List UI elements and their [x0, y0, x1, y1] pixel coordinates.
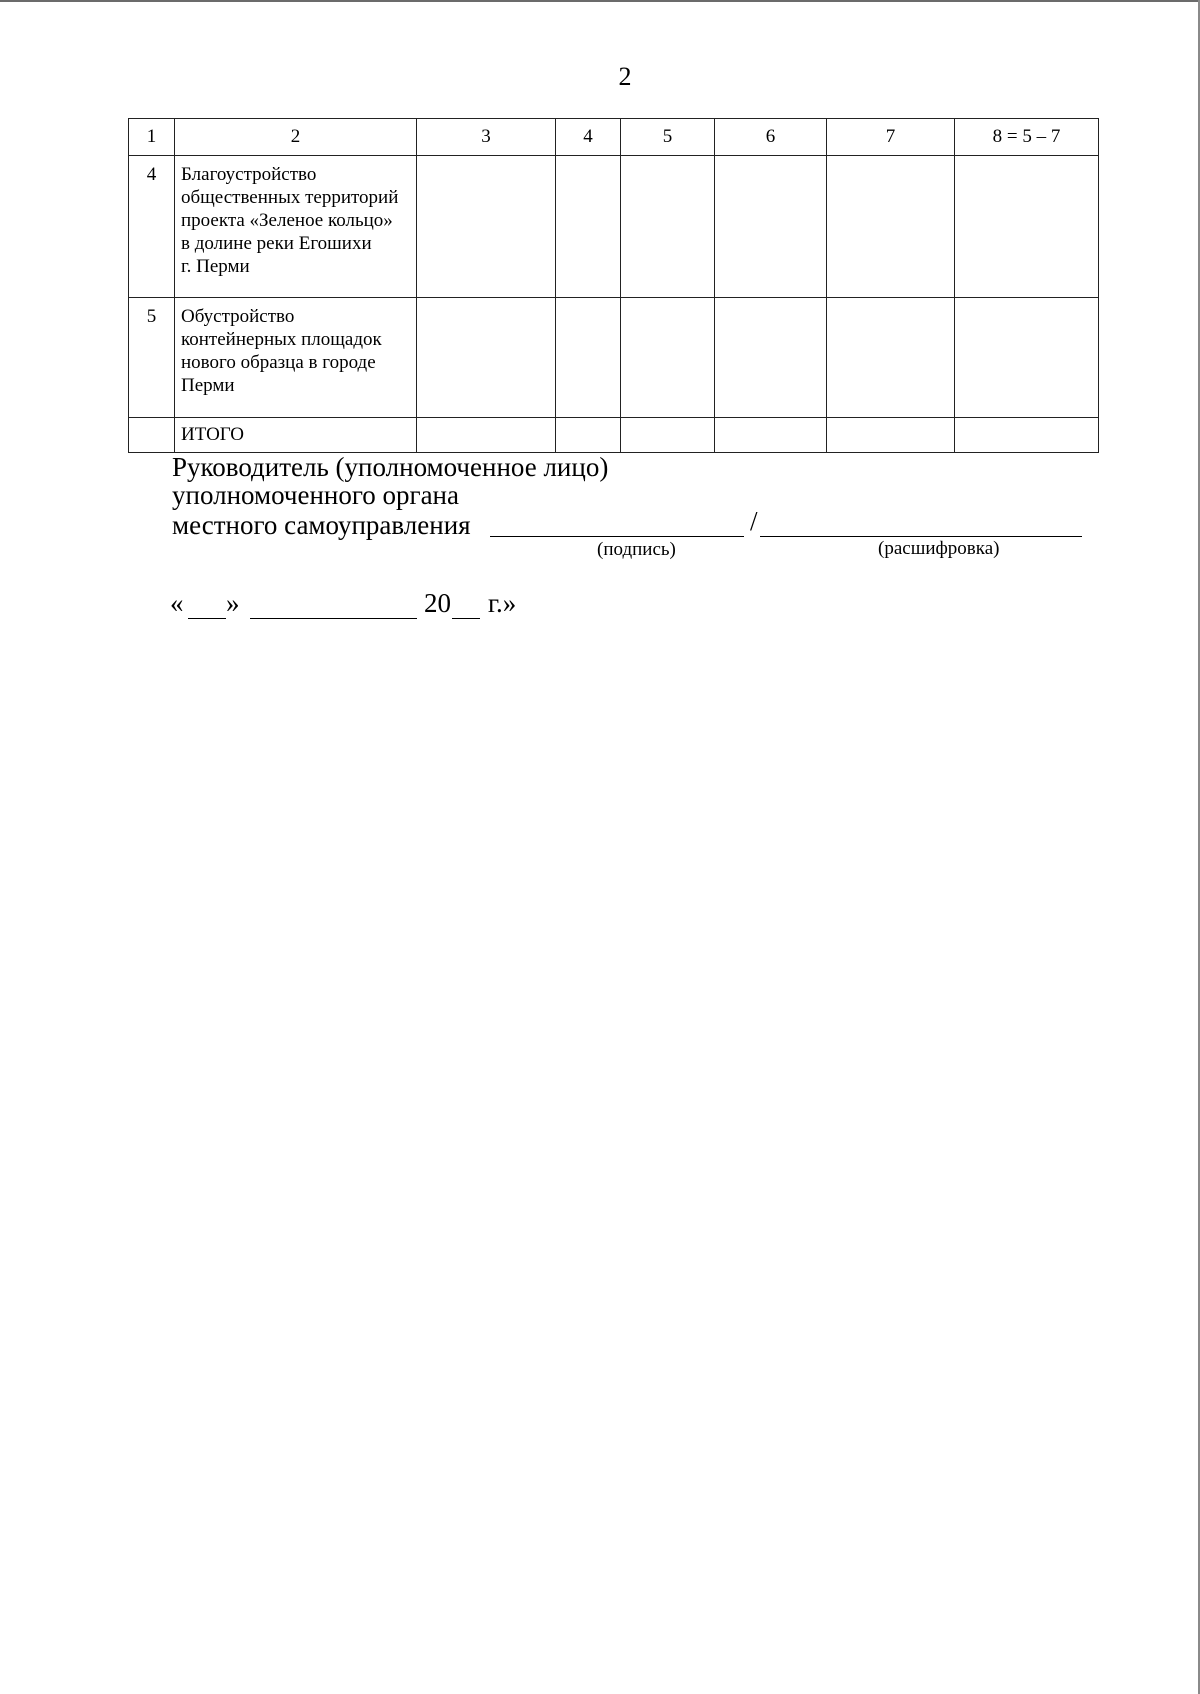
row-name-line: Обустройство [181, 306, 295, 327]
header-cell: 2 [175, 119, 417, 156]
row-name-line: в долине реки Егошихи [181, 233, 372, 254]
header-cell: 6 [715, 119, 827, 156]
empty-cell [827, 156, 955, 298]
row-name-line: проекта «Зеленое кольцо» [181, 210, 393, 231]
row-name-line: Перми [181, 375, 235, 396]
row-name-line: контейнерных площадок [181, 329, 382, 350]
empty-cell [556, 418, 621, 453]
date-day-line [188, 618, 226, 619]
page-number: 2 [618, 62, 632, 91]
scan-edge-top [0, 0, 1200, 2]
empty-cell [715, 156, 827, 298]
header-cell: 4 [556, 119, 621, 156]
row-number: 4 [129, 156, 175, 298]
empty-cell [827, 418, 955, 453]
row-name-line: Благоустройство [181, 164, 317, 185]
row-number: 5 [129, 298, 175, 418]
date-year-suffix: г.» [488, 588, 517, 618]
date-close-quote: » [226, 588, 240, 618]
header-cell: 5 [621, 119, 715, 156]
row-name [175, 156, 417, 298]
empty-cell [715, 418, 827, 453]
empty-cell [556, 298, 621, 418]
header-cell: 1 [129, 119, 175, 156]
date-month-line [250, 618, 417, 619]
signature-separator: / [750, 506, 758, 536]
empty-cell [417, 156, 556, 298]
signature-line [490, 536, 744, 537]
row-name-line: г. Перми [181, 256, 250, 277]
signatory-title-line2: уполномоченного органа [172, 480, 459, 510]
empty-cell [715, 298, 827, 418]
empty-cell [955, 298, 1099, 418]
decoding-line [760, 536, 1082, 537]
date-year-prefix: 20 [424, 588, 451, 618]
row-name [175, 298, 417, 418]
empty-cell [621, 156, 715, 298]
decoding-caption: (расшифровка) [878, 538, 1000, 559]
header-cell: 3 [417, 119, 556, 156]
budget-table [128, 118, 1099, 453]
table-header-row [129, 119, 1099, 156]
empty-cell [621, 298, 715, 418]
empty-cell [621, 418, 715, 453]
empty-cell [827, 298, 955, 418]
empty-cell [955, 156, 1099, 298]
total-label: ИТОГО [175, 418, 417, 453]
row-name-line: нового образца в городе [181, 352, 376, 373]
empty-cell [417, 418, 556, 453]
table-row [129, 298, 1099, 418]
header-cell: 8 = 5 – 7 [955, 119, 1099, 156]
empty-cell [417, 298, 556, 418]
empty-cell [955, 418, 1099, 453]
signatory-title-line3: местного самоуправления [172, 510, 471, 540]
table-total-row [129, 418, 1099, 453]
date-year-line [452, 618, 480, 619]
date-open-quote: « [170, 588, 184, 618]
header-cell: 7 [827, 119, 955, 156]
row-name-line: общественных территорий [181, 187, 399, 208]
table-row [129, 156, 1099, 298]
signatory-title-line1: Руководитель (уполномоченное лицо) [172, 452, 609, 482]
signature-caption: (подпись) [597, 539, 676, 560]
row-number [129, 418, 175, 453]
empty-cell [556, 156, 621, 298]
